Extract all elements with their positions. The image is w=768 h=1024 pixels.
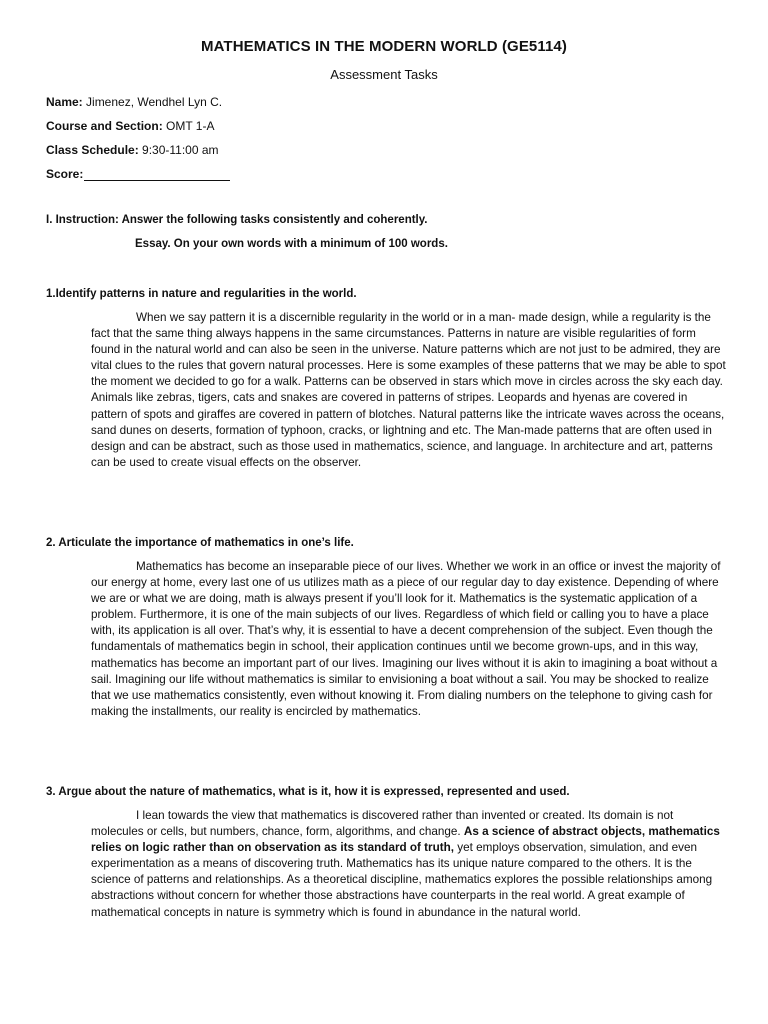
score-line bbox=[46, 167, 230, 181]
name-label: Name: bbox=[46, 95, 83, 109]
question-2-answer-text: Mathematics has become an inseparable piece of our lives. Whether we work in an office or invest the majority of our energy at home, every last one of us utilizes math as a piece of our regular day to day existence. Depending of where we are or what we are doing, math is always present if you’ll look for it. Mathematics is the systematic application of a problem. Furthermore, it is one of the main subjects of our lives. Regardless of which field or calling you to have a place with, its application is all over. That’s why, it is essential to have a decent comprehension of the subject. Even though the fundamentals of mathematics begin in school, their application continues until we become grown-ups, and in this way, mathematics has become an important part of our lives. Imagining our lives without it is akin to imagining a boat without a sail. Imagining our life without mathematics is similar to envisioning a boat without a sail. You may be shocked to realize that we use mathematics consistently, even without knowing it. From dialing numbers on the telephone to giving cash for making the installments, our reality is encircled by mathematics. bbox=[91, 560, 721, 718]
score-label: Score: bbox=[46, 167, 84, 181]
question-3-heading: 3. Argue about the nature of mathematics, what is it, how it is expressed, represented and used. bbox=[46, 786, 570, 798]
question-2-answer bbox=[91, 559, 727, 720]
course-line bbox=[46, 119, 214, 133]
question-3-answer-text-part1: I lean towards the view that mathematics is discovered rather than invented or created. Its domain is not molecules or cells, but numbers, chance, form, algorithms, and change. bbox=[91, 809, 674, 839]
name-line bbox=[46, 95, 222, 109]
question-2-heading: 2. Articulate the importance of mathematics in one’s life. bbox=[46, 537, 354, 549]
question-1-heading: 1.Identify patterns in nature and regularities in the world. bbox=[46, 288, 357, 300]
question-3-answer-bold: As a science of abstract objects, mathematics relies on logic rather than on observation as its standard of truth, bbox=[91, 825, 720, 855]
question-1-answer bbox=[91, 310, 727, 471]
schedule-label: Class Schedule: bbox=[46, 143, 139, 157]
name-value: Jimenez, Wendhel Lyn C. bbox=[82, 95, 223, 109]
question-1-answer-text: When we say pattern it is a discernible regularity in the world or in a man- made design, while a regularity is the fact that the same thing always happens in the same circumstances. Patterns in nature are visible regularities of form found in the natural world and can also be seen in the universe. Nature patterns which are not just to be admired, they are vital clues to the rules that govern natural processes. Here is some examples of these patterns that we may be able to spot the moment we decided to go for a walk. Patterns can be observed in stars which move in circles across the sky each day. Animals like zebras, tigers, cats and snakes are covered in patterns of stripes. Leopards and hyenas are covered in pattern of spots and giraffes are covered in pattern of blotches. Natural patterns like the intricate waves across the oceans, sand dunes on deserts, formation of typhoon, cracks, or lightning and etc. The Man-made patterns that are often used in design and can be abstract, such as those used in mathematics, science, and language. In architecture and art, patterns can be used to create visual effects on the observer. bbox=[91, 311, 726, 469]
question-3-answer-text-part2: yet employs observation, simulation, and even experimentation as a means of discovering truth. Mathematics has its unique nature compared to the others. It is the science of patterns and relationships. As a theoretical discipline, mathematics explores the possible relationships among abstractions without concern for whether those abstractions have counterparts in the real world. A great example of mathematical concepts in nature is symmetry which is found in abundance in the natural world. bbox=[91, 841, 713, 919]
schedule-line bbox=[46, 143, 219, 157]
document-title: MATHEMATICS IN THE MODERN WORLD (GE5114) bbox=[201, 38, 567, 55]
question-3-answer bbox=[91, 808, 727, 921]
instruction-text: I. Instruction: Answer the following tasks consistently and coherently. bbox=[46, 214, 428, 226]
course-value: OMT 1-A bbox=[162, 119, 215, 133]
schedule-value: 9:30-11:00 am bbox=[138, 143, 219, 157]
document-subtitle: Assessment Tasks bbox=[330, 67, 438, 82]
essay-note: Essay. On your own words with a minimum of 100 words. bbox=[135, 238, 448, 250]
score-blank bbox=[84, 168, 230, 181]
course-label: Course and Section: bbox=[46, 119, 163, 133]
